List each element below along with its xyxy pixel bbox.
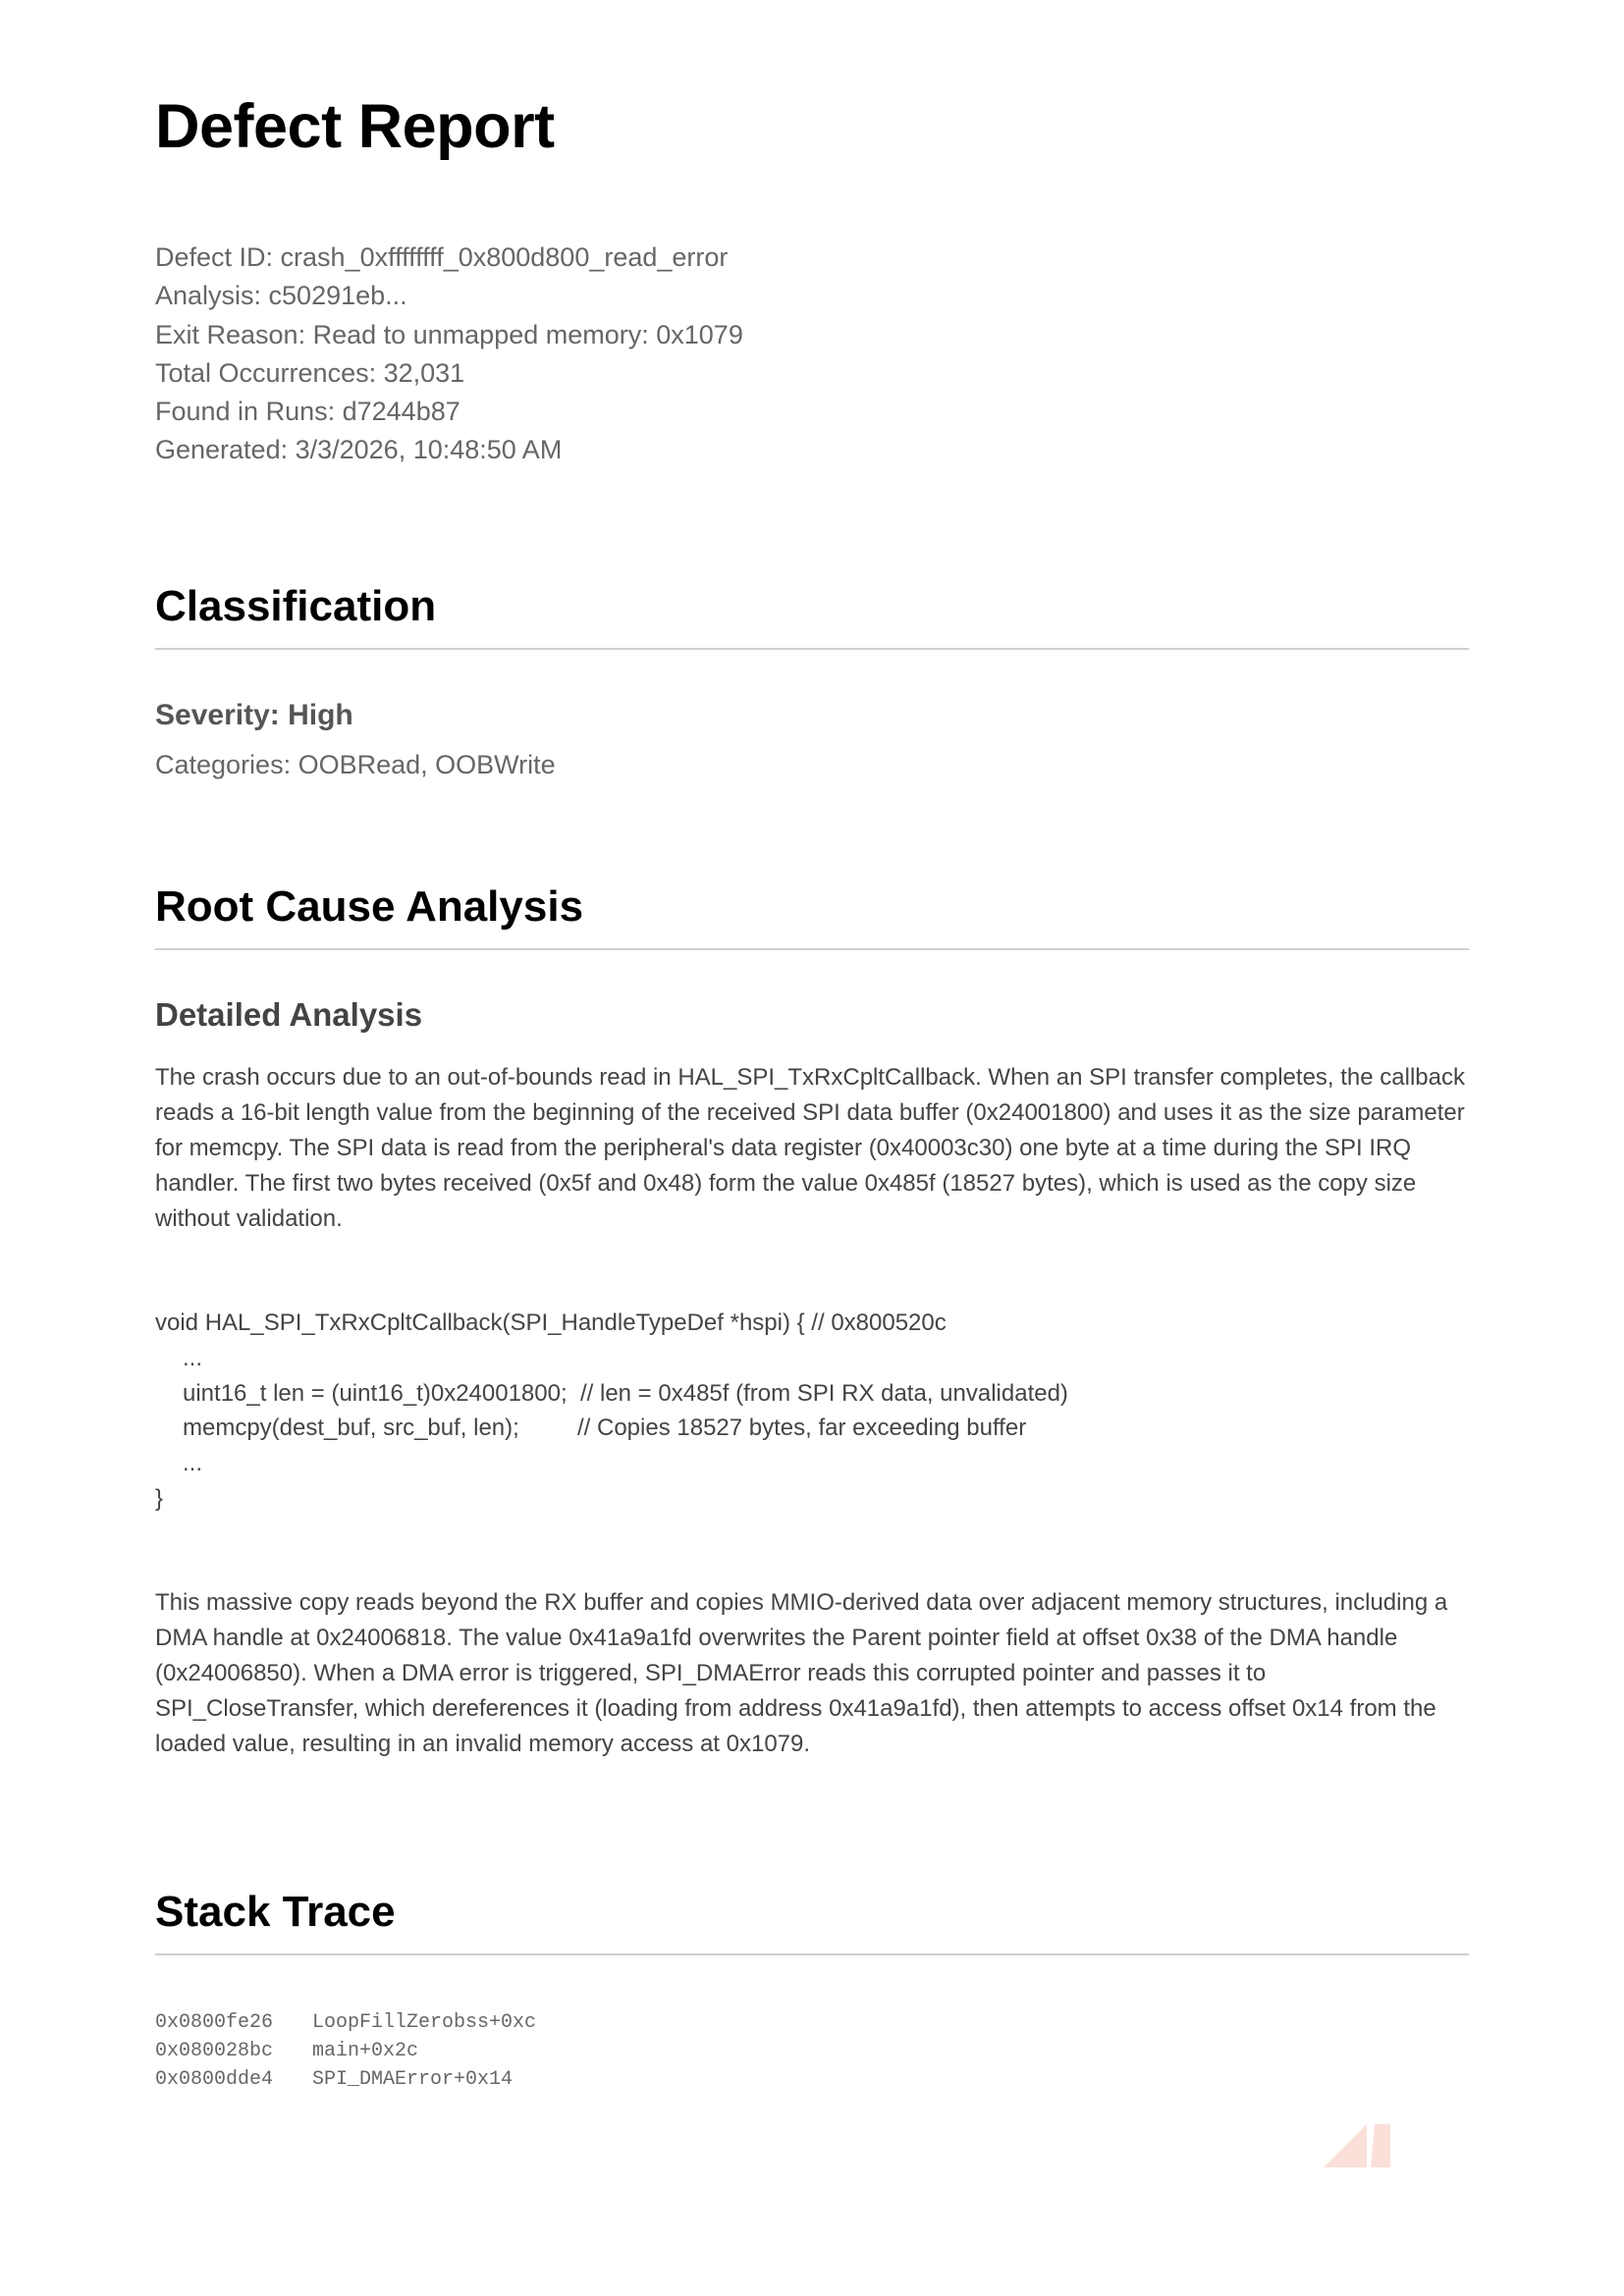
code-line: [155, 1411, 1068, 1446]
categories-label: Categories: OOBRead, OOBWrite: [155, 750, 556, 779]
frame-address: 0x080028bc: [155, 2039, 274, 2062]
code-snippet: [155, 1306, 1068, 1517]
generated-timestamp: Generated: 3/3/2026, 10:48:50 AM: [155, 435, 563, 465]
code-line: ...: [183, 1344, 203, 1371]
code-line: void HAL_SPI_TxRxCpltCallback(SPI_HandleTypeDef *hspi) { // 0x800520c: [155, 1309, 947, 1336]
code-line: ...: [183, 1450, 203, 1477]
analysis-paragraph-1: The crash occurs due to an out-of-bounds read in HAL_SPI_TxRxCpltCallback. When an SPI transfer completes, the callback reads a 16-bit length value from the beginning of the received SPI data buffer (0x24001800) and uses it as the size parameter for memcpy. The SPI data is read from the peripheral's data register (0x40003c30) one byte at a time during the SPI IRQ handler. The first two bytes received (0x5f and 0x48) form the value 0x485f (18527 bytes), which is used as the copy size without validation.: [155, 1064, 1465, 1232]
found-in-runs: Found in Runs: d7244b87: [155, 397, 460, 427]
stack-trace-heading: Stack Trace: [155, 1891, 1469, 1955]
defect-id: Defect ID: crash_0xffffffff_0x800d800_read_error: [155, 242, 729, 272]
code-comment: // len = 0x485f (from SPI RX data, unvalidated): [579, 1379, 1068, 1407]
frame-symbol: LoopFillZerobss+0xc: [312, 2011, 537, 2034]
code-line: }: [155, 1484, 164, 1512]
page-title: Defect Report: [155, 92, 555, 161]
stack-trace-list: [155, 2009, 536, 2094]
report-metadata: [155, 239, 743, 470]
frame-address: 0x0800dde4: [155, 2067, 274, 2091]
severity-label: Severity: High: [155, 699, 353, 731]
root-cause-heading: Root Cause Analysis: [155, 885, 1469, 950]
stack-frame: [155, 2038, 536, 2066]
exit-reason: Exit Reason: Read to unmapped memory: 0x1079: [155, 319, 743, 349]
analysis-paragraph-2: This massive copy reads beyond the RX buffer and copies MMIO-derived data over adjacent memory structures, including a DMA handle at 0x24006818. The value 0x41a9a1fd overwrites the Parent pointer field at offset 0x38 of the DMA handle (0x24006850). When a DMA error is triggered, SPI_DMAError reads this corrupted pointer and passes it to SPI_CloseTransfer, which dereferences it (loading from address 0x41a9a1fd), then attempts to access offset 0x14 from the loaded value, resulting in an invalid memory access at 0x1079.: [155, 1589, 1448, 1757]
frame-symbol: main+0x2c: [312, 2039, 419, 2062]
code-statement: uint16_t len = (uint16_t)0x24001800;: [183, 1379, 568, 1407]
code-comment: // Copies 18527 bytes, far exceeding buffer: [577, 1415, 1027, 1442]
frame-address: 0x0800fe26: [155, 2011, 274, 2034]
m-logo-icon: [1324, 2120, 1402, 2169]
detailed-analysis-heading: Detailed Analysis: [155, 996, 423, 1033]
code-statement: memcpy(dest_buf, src_buf, len);: [183, 1415, 519, 1442]
code-line: [155, 1376, 1068, 1412]
watermark-logo: [1245, 2120, 1500, 2228]
stack-frame: [155, 2009, 536, 2038]
stack-frame: [155, 2066, 536, 2095]
frame-symbol: SPI_DMAError+0x14: [312, 2067, 514, 2091]
analysis-id: Analysis: c50291eb...: [155, 281, 407, 311]
total-occurrences: Total Occurrences: 32,031: [155, 357, 465, 388]
classification-heading: Classification: [155, 585, 1469, 650]
